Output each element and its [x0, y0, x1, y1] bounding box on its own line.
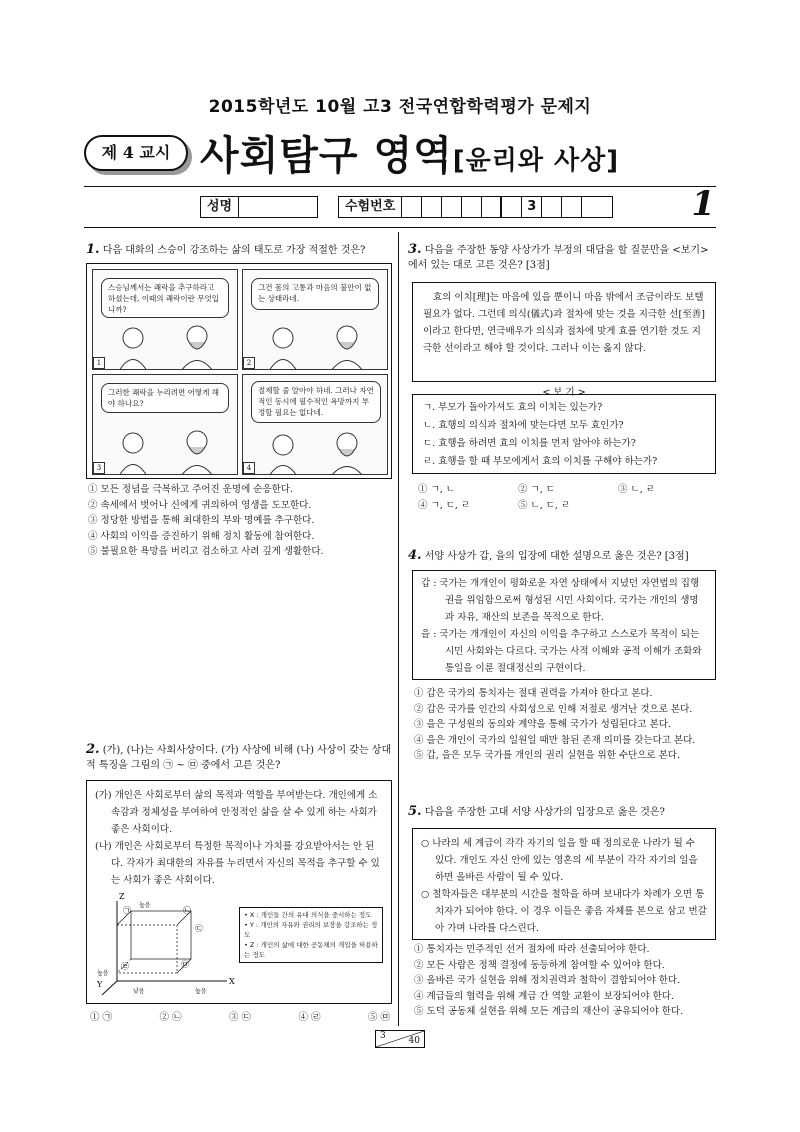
exam-number-field[interactable] — [338, 196, 613, 218]
low-label: 낮음 — [133, 988, 145, 995]
title-sub: [윤리와 사상] — [452, 146, 620, 176]
answer-option[interactable]: ④ 사회의 이익을 증진하기 위해 정치 활동에 참여한다. — [88, 530, 315, 542]
question-1 — [86, 242, 392, 258]
exam-number-label: 수험번호 — [339, 197, 402, 217]
student-figure — [93, 375, 238, 475]
figure-legend — [239, 907, 383, 963]
high-label: 높음 — [139, 902, 151, 909]
passage-gap: 갑 : 국가는 개개인이 평화로운 자연 상태에서 지녔던 자연법의 집행권을 위임함으로써 형성된 시민 사회이다. 국가는 개인의 생명과 자유, 재산의 보존을 목적으로 한다. — [421, 578, 700, 623]
exam-digit-cell — [582, 197, 602, 217]
footer-total: 40 — [408, 1036, 420, 1046]
student-figure — [93, 270, 238, 370]
legend-item: • Y : 개인의 자유와 권리의 보장을 강조하는 정도 — [244, 921, 378, 939]
answer-option[interactable]: ① 모든 정념을 극복하고 주어진 운명에 순응한다. — [88, 484, 294, 495]
question-2-passage — [86, 780, 392, 1004]
exam-digit-cell — [422, 197, 442, 217]
exam-digit-cell — [482, 197, 502, 217]
question-number: 2. — [86, 742, 100, 757]
answer-option[interactable]: ② 갑은 국가를 인간의 사회성으로 인해 저절로 생겨난 것으로 본다. — [414, 703, 693, 715]
footer-page: 3 — [380, 1031, 386, 1041]
answer-option[interactable]: ③ 을은 구성원의 동의와 계약을 통해 국가가 성립된다고 본다. — [414, 719, 671, 730]
axis-z-label: Z — [119, 892, 125, 901]
exam-digit-cell — [562, 197, 582, 217]
exam-subtitle: 2015학년도 10월 고3 전국연합학력평가 문제지 — [208, 97, 592, 117]
exam-digit-cell — [442, 197, 462, 217]
answer-option[interactable]: ② ㄱ, ㄷ — [518, 484, 555, 495]
passage-ga: (가) 개인은 사회로부터 삶의 목적과 역할을 부여받는다. 개인에게 소속감과 정체성을 부여하여 안정적인 삶을 살 수 있게 하는 사회가 좋은 사회이다. — [95, 790, 378, 835]
exam-digit-cell — [502, 197, 522, 217]
answer-option[interactable]: ② ㉡ — [159, 1012, 182, 1023]
answer-option[interactable]: ② 모든 사람은 정책 결정에 동등하게 참여할 수 있어야 한다. — [414, 959, 665, 971]
exam-digit-cell — [462, 197, 482, 217]
question-2-options — [90, 1010, 390, 1026]
bogi-item: ㄹ. 효행을 할 때 부모에게서 효의 이치를 구해야 하는가? — [423, 456, 658, 467]
header-rule — [84, 186, 716, 187]
question-text: 서양 사상가 갑, 을의 입장에 대한 설명으로 옳은 것은? [3점] — [424, 551, 689, 562]
legend-item: • Z : 개인의 삶에 대한 공동체의 개입을 허용하는 정도 — [244, 941, 378, 959]
question-5-passage — [412, 828, 716, 940]
answer-option[interactable]: ④ 을은 개인이 국가의 일원일 때만 참된 존재 의미를 갖는다고 본다. — [414, 734, 696, 746]
bogi-item: ㄱ. 부모가 돌아가셔도 효의 이치는 있는가? — [423, 402, 603, 413]
answer-option[interactable]: ⑤ 불필요한 욕망을 버리고 검소하고 사려 깊게 생활한다. — [88, 546, 324, 557]
header-bottom-rule — [84, 227, 716, 228]
point-1: ㉠ — [123, 906, 131, 915]
question-number: 4. — [408, 548, 422, 563]
legend-item: • X : 개인들 간의 유대 의식을 중시하는 정도 — [244, 911, 372, 919]
question-2 — [86, 742, 392, 773]
comic-panel — [242, 374, 388, 475]
title-main: 사회탐구 영역 — [200, 133, 453, 179]
question-3-options — [418, 482, 718, 513]
bogi-item: ㄴ. 효행의 의식과 절차에 맞는다면 모두 효인가? — [423, 420, 624, 431]
question-3-passage: 효의 이치[理]는 마음에 있을 뿐이니 마음 밖에서 조금이라도 보탤 필요가 없다. 그런데 의식(儀式)과 절차에 맞는 것을 지극한 선[至善]이라고 한다면, 연극배우가 의식과 절차에 맞게 효를 연기한 것도 지극한 선이라고 해야 할 것이다. 그러나 이는 옳지 않다. — [412, 282, 716, 382]
bogi-item: ㄷ. 효행을 하려면 효의 이치를 먼저 알아야 하는가? — [423, 438, 636, 449]
passage-na: (나) 개인은 사회로부터 특정한 목적이나 가치를 강요받아서는 안 된다. 각자가 최대한의 자유를 누리면서 자신의 목적을 추구할 수 있는 사회가 좋은 사회이다. — [95, 841, 380, 886]
exam-digit-cell — [542, 197, 562, 217]
question-text: (가), (나)는 사회사상이다. (가) 사상에 비해 (나) 사상이 갖는 상대적 특징을 그림의 ㉠ ~ ㉤ 중에서 고른 것은? — [86, 745, 392, 771]
answer-option[interactable]: ④ ㄱ, ㄷ, ㄹ — [418, 499, 471, 511]
panel-number: 2 — [243, 357, 255, 369]
column-divider — [398, 232, 399, 1026]
period-badge: 제 4 교시 — [84, 135, 188, 171]
high-label: 높음 — [195, 988, 207, 995]
speech-bubble: 절제할 줄 알아야 하네. 그러나 자연적인 동시에 필수적인 욕망까지 부정할 필요는 없다네. — [251, 381, 381, 423]
teacher-figure — [243, 375, 388, 475]
passage-point: ○ 철학자들은 대부분의 시간을 철학을 하며 보내다가 차례가 오면 통치자가 되어야 한다. 이 경우 이들은 좋음 자체를 본으로 삼고 번갈아 가며 나라를 다스린다. — [421, 889, 707, 934]
answer-option[interactable]: ③ ㄴ, ㄹ — [618, 484, 655, 495]
panel-number: 1 — [93, 357, 105, 369]
cube-diagram — [97, 889, 237, 999]
page-footer — [375, 1030, 425, 1048]
speech-bubble: 그건 몸의 고통과 마음의 불안이 없는 상태라네. — [251, 278, 379, 310]
answer-option[interactable]: ① 갑은 국가의 통치자는 절대 권력을 가져야 한다고 본다. — [414, 688, 653, 699]
question-text: 다음을 주장한 동양 사상가가 부정의 대답을 할 질문만을 <보기>에서 있는 대로 고른 것은? [3점] — [408, 245, 709, 271]
name-label: 성명 — [201, 197, 239, 217]
high-label: 높음 — [97, 970, 109, 977]
answer-option[interactable]: ① 통치자는 민주적인 선거 절차에 따라 선출되어야 한다. — [414, 944, 650, 955]
answer-option[interactable]: ② 속세에서 벗어나 신에게 귀의하여 영생을 도모한다. — [88, 499, 312, 511]
passage-eul: 을 : 국가는 개개인이 자신의 이익을 추구하고 스스로가 목적이 되는 시민 사회와는 다르다. 국가는 사적 이해와 공적 이해가 조화와 통일을 이룬 절대정신의 구현이다. — [421, 629, 702, 674]
speech-bubble: 그러한 쾌락을 누리려면 어떻게 해야 하나요? — [101, 383, 229, 413]
axis-x-label: X — [229, 977, 235, 986]
question-5 — [408, 804, 718, 820]
page-title — [200, 124, 619, 181]
question-number: 3. — [408, 242, 422, 257]
question-5-options — [414, 942, 720, 1020]
point-2: ㉡ — [183, 906, 191, 915]
comic-panel — [242, 269, 388, 370]
answer-option[interactable]: ④ 계급들의 협력을 위해 계급 간 역할 교환이 보장되어야 한다. — [414, 990, 674, 1002]
bogi-box — [412, 394, 716, 474]
answer-option[interactable]: ③ ㉢ — [228, 1012, 251, 1023]
answer-option[interactable]: ③ 정당한 방법을 통해 최대한의 부와 명예를 추구한다. — [88, 515, 315, 526]
answer-option[interactable]: ⑤ 갑, 을은 모두 국가를 개인의 권리 실현을 위한 수단으로 본다. — [414, 750, 680, 761]
question-text: 다음을 주장한 고대 서양 사상가의 입장으로 옳은 것은? — [424, 807, 665, 818]
question-text: 다음 대화의 스승이 강조하는 삶의 태도로 가장 적절한 것은? — [102, 245, 366, 256]
answer-option[interactable]: ① ㄱ, ㄴ — [418, 484, 455, 495]
point-4: ㉣ — [121, 962, 129, 971]
point-3: ㉢ — [195, 924, 203, 933]
question-number: 5. — [408, 804, 422, 819]
comic-panel — [92, 269, 238, 370]
answer-option[interactable]: ① ㉠ — [90, 1012, 113, 1023]
panel-number: 3 — [93, 462, 105, 474]
name-field[interactable] — [200, 196, 318, 218]
exam-digit-cell: 3 — [522, 197, 542, 217]
comic-panel — [92, 374, 238, 475]
question-4-passage — [412, 570, 716, 680]
answer-option[interactable]: ⑤ 도덕 공동체 실현을 위해 모든 계급의 재산이 공유되어야 한다. — [414, 1006, 684, 1017]
answer-option[interactable]: ④ ㉣ — [298, 1012, 321, 1023]
answer-option[interactable]: ③ 올바른 국가 실현을 위해 정치권력과 철학이 결합되어야 한다. — [414, 975, 681, 986]
passage-point: ○ 나라의 세 계급이 각각 자기의 일을 할 때 정의로운 나라가 될 수 있다. 개인도 자신 안에 있는 영혼의 세 부분이 각각 자기의 일을 하면 올바른 사람이 될 수 있다. — [421, 838, 698, 883]
question-4 — [408, 548, 718, 564]
point-5: ㉤ — [181, 960, 189, 969]
answer-option[interactable]: ⑤ ㄴ, ㄷ, ㄹ — [518, 499, 571, 511]
teacher-figure — [243, 270, 388, 370]
panel-number: 4 — [243, 462, 255, 474]
question-1-options — [88, 482, 394, 560]
question-4-options — [414, 686, 720, 764]
speech-bubble: 스승님께서는 쾌락을 추구하라고 하셨는데, 이때의 쾌락이란 무엇입니까? — [101, 278, 229, 318]
question-3 — [408, 242, 718, 273]
axis-y-label: Y — [97, 980, 103, 989]
page-number: 1 — [691, 184, 715, 224]
exam-digit-cell — [402, 197, 422, 217]
bogi-title: < 보 기 > — [542, 387, 586, 398]
answer-option[interactable]: ⑤ ㉤ — [367, 1012, 390, 1023]
question-number: 1. — [86, 242, 100, 257]
comic-strip — [86, 263, 392, 479]
